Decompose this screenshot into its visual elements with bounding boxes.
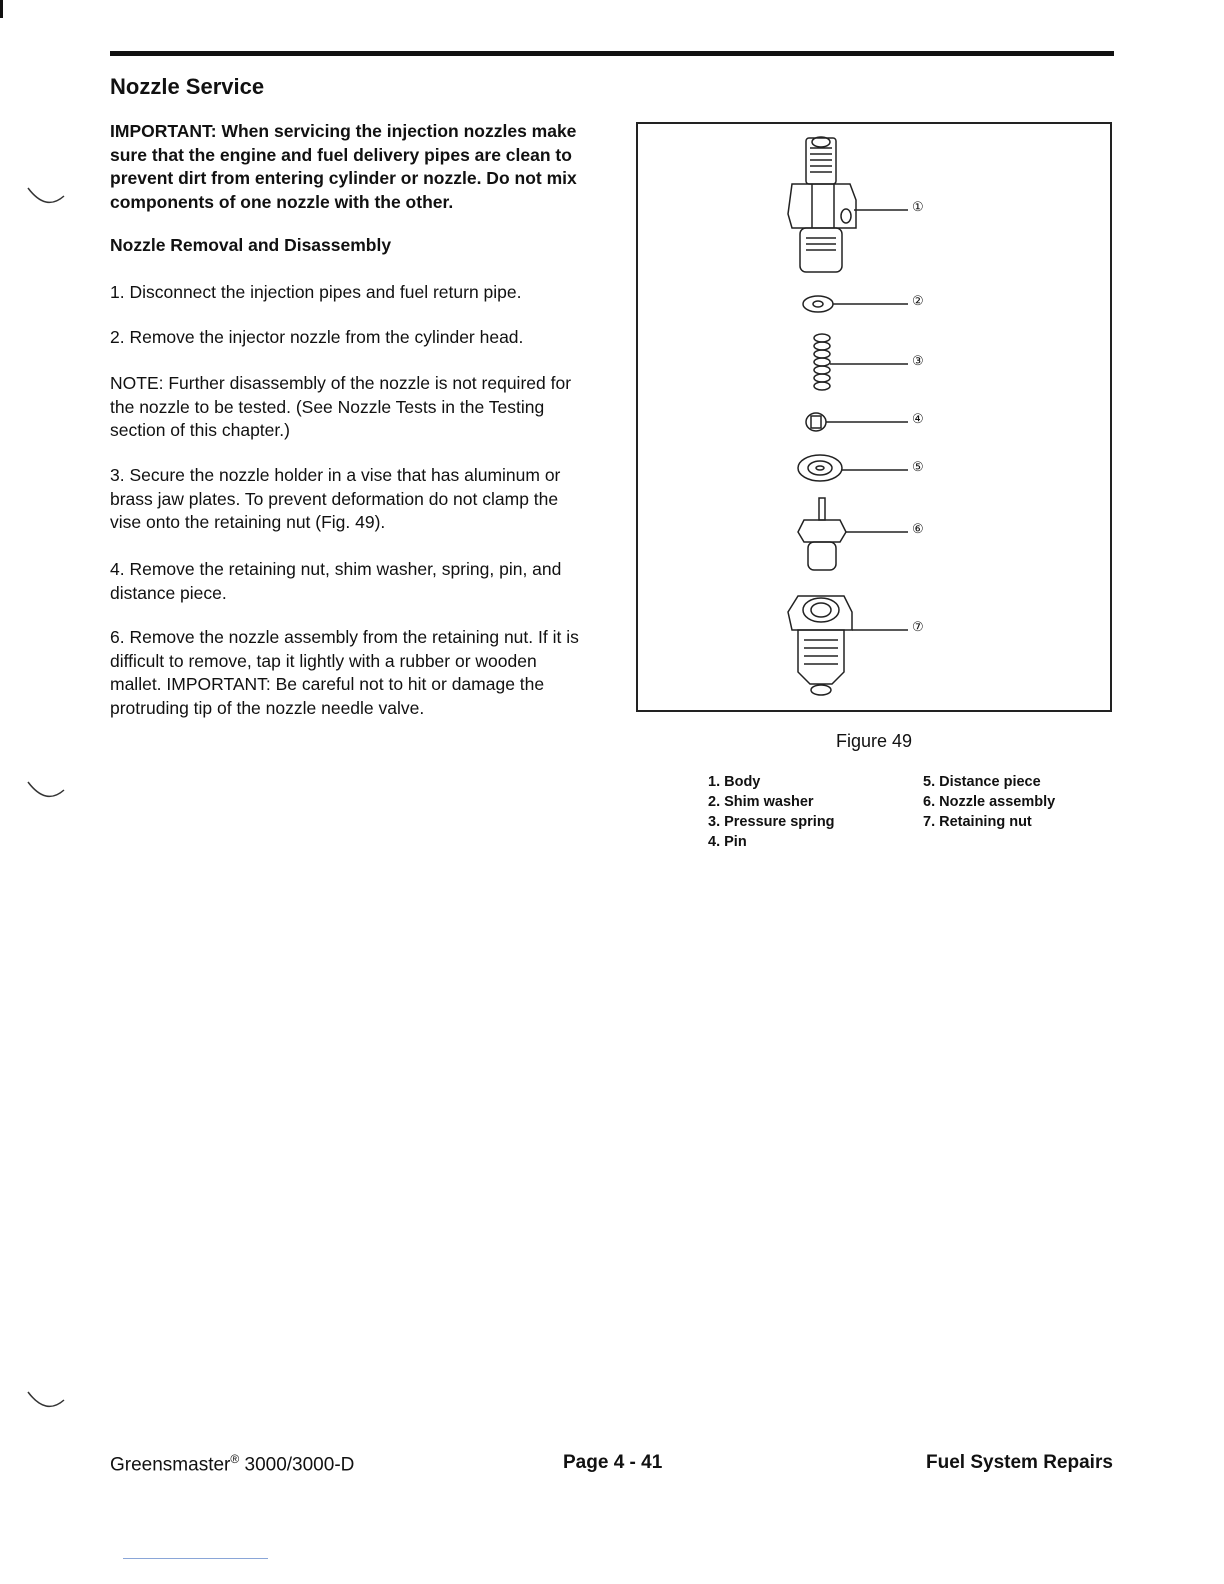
footer-product-name: Greensmaster [110,1454,231,1476]
callout-7: ⑦ [912,620,924,635]
footer-model: 3000/3000-D [244,1454,355,1476]
nozzle-assembly-drawing [798,498,908,570]
header-rule [110,51,1114,56]
note-paragraph: NOTE: Further disassembly of the nozzle is not required for the nozzle to be tested. (See Nozzle Tests in the Testing section of this chapter.) [110,373,572,440]
callout-2: ② [912,294,924,309]
subheading: Nozzle Removal and Disassembly [110,235,392,255]
footer-section: Fuel System Repairs [926,1452,1113,1473]
section-title: Nozzle Service [110,74,265,99]
figure-caption: Figure 49 [836,731,913,751]
footer-product [110,1452,354,1476]
legend-item: 6. Nozzle assembly [923,794,1056,810]
retaining-nut-drawing [788,596,908,695]
legend-item: 5. Distance piece [923,774,1041,790]
callout-4: ④ [912,412,924,427]
callout-1: ① [912,200,924,215]
pressure-spring-drawing [814,334,908,390]
registered-mark: ® [230,1452,240,1466]
legend-item: 4. Pin [708,834,747,850]
nozzle-exploded-diagram [638,124,1110,710]
bottom-rule [123,1558,268,1559]
step-4: 4. Remove the retaining nut, shim washer, spring, pin, and distance piece. [110,559,562,603]
body-part-drawing [788,137,908,272]
legend-right [923,772,1055,832]
step-2: 2. Remove the injector nozzle from the cylinder head. [110,327,524,347]
legend-item: 3. Pressure spring [708,814,835,830]
legend-item: 2. Shim washer [708,794,814,810]
figure-49-frame [636,122,1112,712]
step-3: 3. Secure the nozzle holder in a vise that has aluminum or brass jaw plates. To prevent deformation do not clamp the vise onto the retaining nut (Fig. 49). [110,465,561,532]
footer-page-number: Page 4 - 41 [563,1452,663,1473]
distance-piece-drawing [798,455,908,481]
callout-5: ⑤ [912,460,924,475]
callout-6: ⑥ [912,522,924,537]
legend-item: 7. Retaining nut [923,814,1032,830]
legend-left [708,772,835,852]
shim-washer-drawing [803,296,908,312]
pin-drawing [806,413,908,431]
step-6: 6. Remove the nozzle assembly from the retaining nut. If it is difficult to remove, tap it lightly with a rubber or wooden mallet. IMPORTANT: Be careful not to hit or damage the protruding tip of the nozzle needle valve. [110,627,579,718]
legend-item: 1. Body [708,774,761,790]
callout-3: ③ [912,354,924,369]
step-1: 1. Disconnect the injection pipes and fuel return pipe. [110,282,522,302]
important-note: IMPORTANT: When servicing the injection nozzles make sure that the engine and fuel delivery pipes are clean to prevent dirt from entering cylinder or nozzle. Do not mix components of one nozzle with the other. [110,121,577,212]
